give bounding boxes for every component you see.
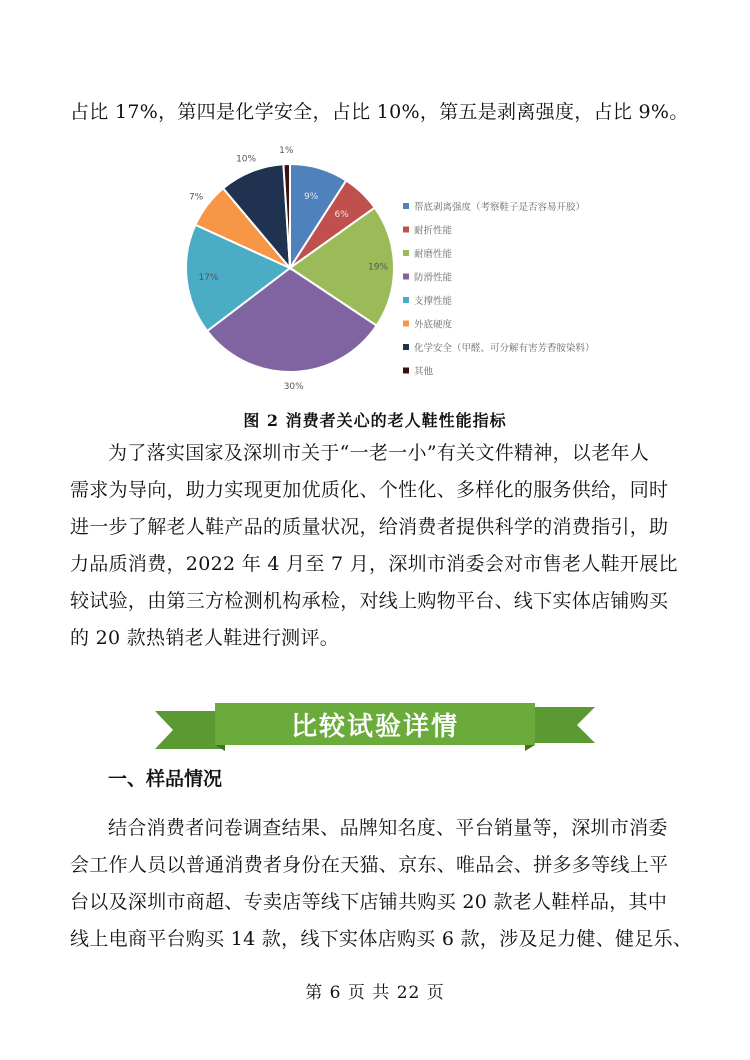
pie-data-label: 30% <box>283 381 304 390</box>
pie-data-label: 19% <box>367 262 389 273</box>
page-footer: 第 6 页 共 22 页 <box>305 983 445 1003</box>
legend-swatch <box>403 203 409 209</box>
legend-entry: 帮底剥离强度（考察鞋子是否容易开胶） <box>414 202 586 213</box>
legend-entry: 外底硬度 <box>414 319 453 331</box>
legend-entry: 耐磨性能 <box>414 249 453 260</box>
pie-data-label: 10% <box>236 154 257 165</box>
paragraph-line: 的 20 款热销老人鞋进行测评。 <box>70 627 340 649</box>
legend-entry: 耐折性能 <box>414 225 453 237</box>
paragraph-line: 结合消费者问卷调查结果、品牌知名度、平台销量等，深圳市消委 <box>108 817 668 839</box>
pie-data-label: 6% <box>334 209 349 220</box>
legend-swatch <box>403 297 409 303</box>
legend-swatch <box>403 368 409 374</box>
paragraph-line: 线上电商平台购买 14 款，线下实体店购买 6 款，涉及足力健、健足乐、 <box>70 928 693 950</box>
paragraph-line: 台以及深圳市商超、专卖店等线下店铺共购买 20 款老人鞋样品，其中 <box>70 891 668 913</box>
pie-data-label: 17% <box>198 273 219 284</box>
paragraph-line: 占比 17%，第四是化学安全，占比 10%，第五是剥离强度，占比 9%。 <box>70 101 689 123</box>
legend-swatch <box>403 227 409 233</box>
paragraph-line: 较试验，由第三方检测机构承检，对线上购物平台、线下实体店铺购买 <box>70 590 669 612</box>
pie-data-label: 9% <box>303 192 319 203</box>
legend-entry: 支撑性能 <box>414 296 453 307</box>
pie-chart-svg <box>175 140 615 390</box>
figure-caption: 图 2 消费者关心的老人鞋性能指标 <box>243 411 507 430</box>
legend-swatch <box>403 250 409 256</box>
pie-data-label: 7% <box>188 192 204 203</box>
section-heading: 一、样品情况 <box>108 768 223 790</box>
legend-entry: 其他 <box>414 366 434 378</box>
paragraph-line: 需求为导向，助力实现更加优质化、个性化、多样化的服务供给，同时 <box>70 479 669 501</box>
legend-entry: 防滑性能 <box>414 272 453 284</box>
legend-entry: 化学安全（甲醛、可分解有害芳香胺染料） <box>414 343 595 354</box>
paragraph-line: 力品质消费，2022 年 4 月至 7 月，深圳市消委会对市售老人鞋开展比 <box>70 553 678 575</box>
legend-swatch <box>403 344 409 350</box>
banner-title: 比较试验详情 <box>290 712 459 742</box>
legend-swatch <box>403 321 409 327</box>
legend-swatch <box>403 274 409 280</box>
pie-data-label: 1% <box>279 146 294 157</box>
paragraph-line: 为了落实国家及深圳市关于“一老一小”有关文件精神，以老年人 <box>108 442 650 464</box>
pie-chart <box>175 140 615 390</box>
paragraph-line: 进一步了解老人鞋产品的质量状况，给消费者提供科学的消费指引，助 <box>70 516 669 538</box>
paragraph-line: 会工作人员以普通消费者身份在天猫、京东、唯品会、拼多多等线上平 <box>70 854 669 876</box>
